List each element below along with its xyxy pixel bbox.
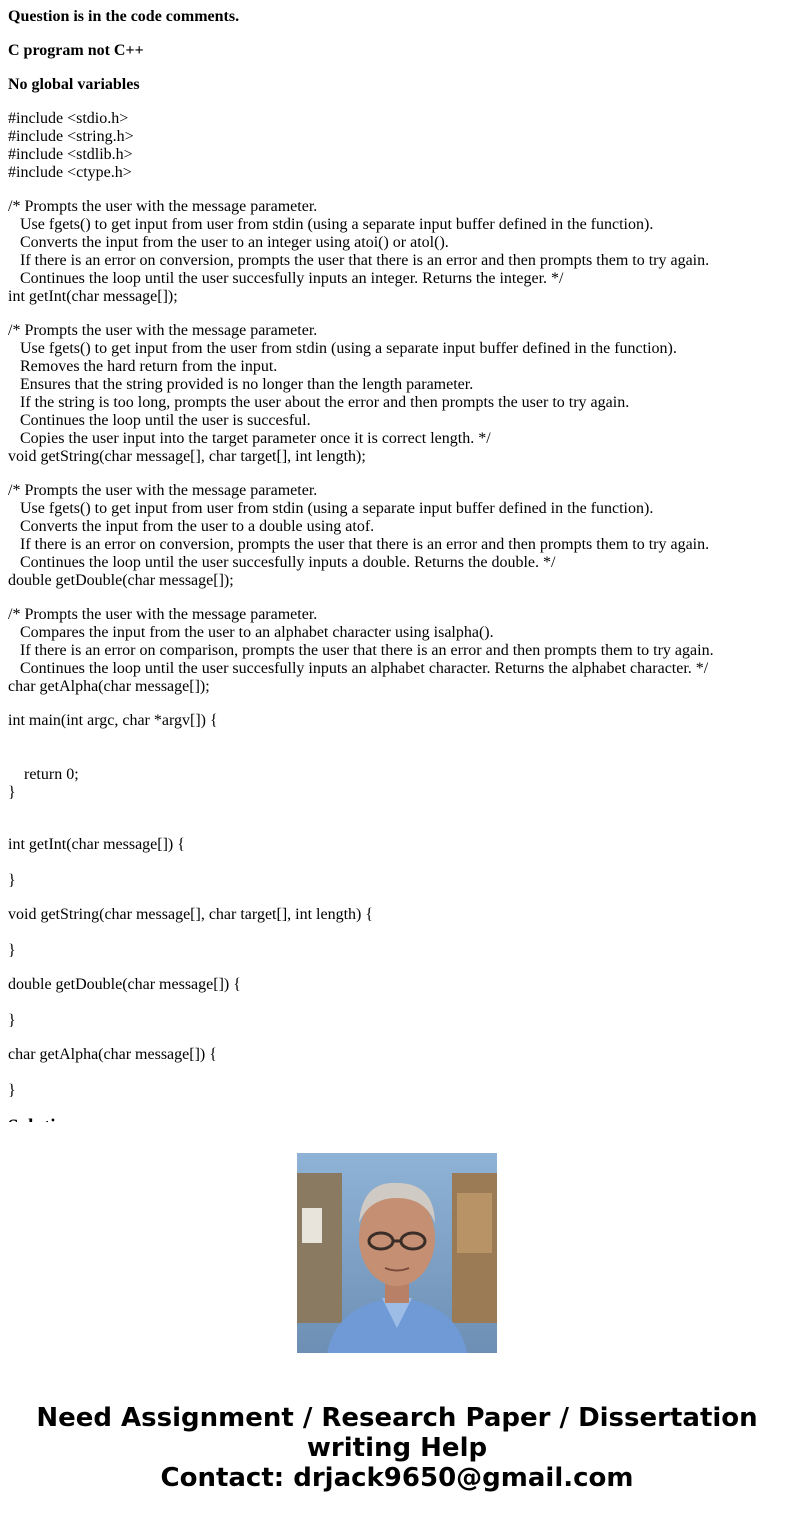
- intro-line: Question is in the code comments.: [8, 8, 240, 25]
- code-block: [8, 482, 788, 590]
- question-content: [8, 0, 788, 1122]
- ad-text: [0, 1403, 794, 1493]
- code-block: [8, 906, 788, 960]
- code-line: [8, 1064, 788, 1082]
- code-line: Continues the loop until the user is succesful.: [8, 412, 311, 429]
- code-line: [8, 730, 788, 748]
- code-line: Continues the loop until the user succesfully inputs an integer. Returns the integer. */: [8, 270, 564, 287]
- code-line: [8, 748, 788, 766]
- intro-line: C program not C++: [8, 42, 144, 59]
- code-line: If there is an error on comparison, prompts the user that there is an error and then prompts them to try again.: [8, 642, 714, 659]
- code-line: }: [8, 872, 16, 889]
- code-line: char getAlpha(char message[]);: [8, 678, 210, 695]
- code-line: Continues the loop until the user succesfully inputs an alphabet character. Returns the alphabet character. */: [8, 660, 709, 677]
- code-line: If there is an error on conversion, prompts the user that there is an error and then prompts them to try again.: [8, 536, 710, 553]
- ad-banner: [0, 1122, 794, 1523]
- code-line: Removes the hard return from the input.: [8, 358, 278, 375]
- code-line: Ensures that the string provided is no longer than the length parameter.: [8, 376, 474, 393]
- code-line: Use fgets() to get input from user from stdin (using a separate input buffer defined in the function).: [8, 216, 654, 233]
- code-line: void getString(char message[], char target[], int length);: [8, 448, 366, 465]
- code-line: void getString(char message[], char target[], int length) {: [8, 906, 374, 923]
- code-line: }: [8, 942, 16, 959]
- code-line: }: [8, 1082, 16, 1099]
- code-block: [8, 322, 788, 466]
- code-line: return 0;: [8, 766, 79, 783]
- code-line: /* Prompts the user with the message parameter.: [8, 198, 318, 215]
- code-line: Converts the input from the user to an integer using atoi() or atol().: [8, 234, 449, 251]
- code-line: Use fgets() to get input from the user from stdin (using a separate input buffer defined in the function).: [8, 340, 677, 357]
- code-block: [8, 1046, 788, 1100]
- code-block: [8, 198, 788, 306]
- code-line: [8, 854, 788, 872]
- code-line: int main(int argc, char *argv[]) {: [8, 712, 218, 729]
- code-line: Copies the user input into the target parameter once it is correct length. */: [8, 430, 491, 447]
- code-line: /* Prompts the user with the message parameter.: [8, 322, 318, 339]
- code-block: [8, 712, 788, 820]
- code-line: char getAlpha(char message[]) {: [8, 1046, 217, 1063]
- code-line: #include <string.h>: [8, 128, 134, 145]
- code-line: }: [8, 1012, 16, 1029]
- code-line: double getDouble(char message[]) {: [8, 976, 241, 993]
- code-line: int getInt(char message[]);: [8, 288, 178, 305]
- code-line: #include <stdlib.h>: [8, 146, 133, 163]
- contact-email: Contact: drjack9650@gmail.com: [160, 1463, 634, 1493]
- code-line: [8, 802, 788, 820]
- code-line: #include <ctype.h>: [8, 164, 132, 181]
- code-line: double getDouble(char message[]);: [8, 572, 234, 589]
- code-line: #include <stdio.h>: [8, 110, 129, 127]
- code-line: If the string is too long, prompts the user about the error and then prompts the user to try again.: [8, 394, 630, 411]
- code-block: [8, 836, 788, 890]
- code-line: [8, 994, 788, 1012]
- code-block: [8, 606, 788, 696]
- code-line: Compares the input from the user to an alphabet character using isalpha().: [8, 624, 494, 641]
- code-line: If there is an error on conversion, prompts the user that there is an error and then prompts them to try again.: [8, 252, 710, 269]
- code-line: /* Prompts the user with the message parameter.: [8, 482, 318, 499]
- code-line: Converts the input from the user to a double using atof.: [8, 518, 375, 535]
- code-line: /* Prompts the user with the message parameter.: [8, 606, 318, 623]
- ad-line: writing Help: [306, 1433, 488, 1463]
- code-line: }: [8, 784, 16, 801]
- code-block: [8, 110, 788, 182]
- ad-line: Need Assignment / Research Paper / Dissertation: [36, 1403, 758, 1433]
- code-line: Use fgets() to get input from user from stdin (using a separate input buffer defined in the function).: [8, 500, 654, 517]
- code-line: Continues the loop until the user succesfully inputs a double. Returns the double. */: [8, 554, 556, 571]
- avatar: [297, 1153, 497, 1353]
- intro-line: No global variables: [8, 76, 140, 93]
- code-area: [8, 110, 788, 1100]
- code-line: int getInt(char message[]) {: [8, 836, 185, 853]
- avatar-photo: [297, 1153, 497, 1353]
- code-block: [8, 976, 788, 1030]
- code-line: [8, 924, 788, 942]
